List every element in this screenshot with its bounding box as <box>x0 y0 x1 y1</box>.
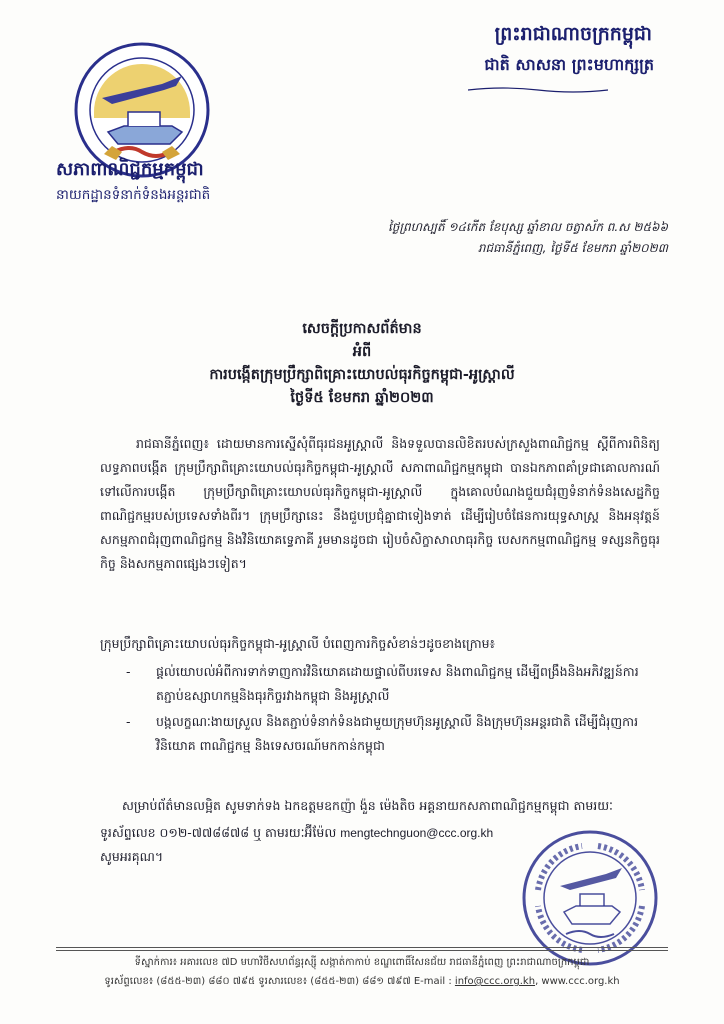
list-item-text: ផ្តល់យោបល់អំពីការទាក់ទាញការវិនិយោគដោយផ្ទាល់ពីបរទេស និងពាណិជ្ជកម្ម ដើម្បីពង្រឹងនិងអភិវឌ្ឍន៍ការតភ្ជាប់ឧស្សាហកម្មនិងធុរកិច្ចរវាងកម្ពុជា និងអូស្ត្រាលី <box>156 664 639 703</box>
footer-website-link[interactable]: www.ccc.org.kh <box>541 976 620 987</box>
title-line-about: អំពី <box>352 344 372 360</box>
footer-divider <box>56 950 668 951</box>
lunar-date: ថ្ងៃព្រហស្បតិ៍ ១៤កើត ខែបុស្ស ឆ្នាំខាល ចត្វាស័ក ព.ស ២៥៦៦ <box>387 220 668 234</box>
contact-email-link[interactable]: mengtechnguon@ccc.org.kh <box>340 826 494 840</box>
footer-email-link[interactable]: info@ccc.org.kh <box>454 976 536 987</box>
title-line-subject: ការបង្កើតក្រុមប្រឹក្សាពិគ្រោះយោបល់ធុរកិច្ចកម្ពុជា-អូស្ត្រាលី <box>209 367 515 383</box>
list-item-text: បង្កលក្ខណៈងាយស្រួល និងតភ្ជាប់ទំនាក់ទំនងជាមួយក្រុមហ៊ុនអូស្ត្រាលី និងក្រុមហ៊ុនអន្តរជាតិ ដើម្បីជំរុញការវិនិយោគ ពាណិជ្ជកម្ម និងទេសចរណ៍មកកាន់កម្ពុជា <box>156 714 639 753</box>
organization-name: សភាពាណិជ្ជកម្មកម្ពុជា <box>56 159 204 180</box>
national-motto: ជាតិ សាសនា ព្រះមហាក្សត្រ <box>484 55 654 74</box>
title-line-date: ថ្ងៃទី៥ ខែមករា ឆ្នាំ២០២៣ <box>290 390 434 406</box>
bullet-marker: - <box>126 664 131 679</box>
body-paragraph-2: ក្រុមប្រឹក្សាពិគ្រោះយោបល់ធុរកិច្ចកម្ពុជា-អូស្ត្រាលី បំពេញការកិច្ចសំខាន់ៗដូចខាងក្រោម៖ <box>100 636 496 651</box>
closing-thanks: សូមអរគុណ។ <box>100 849 164 864</box>
footer-address: ទីស្នាក់ការ៖ អគារលេខ ៧D មហាវិថីសហព័ន្ធរុស្ស៊ី សង្កាត់កាកាប់ ខណ្ឌពោធិ៍សែនជ័យ រាជធានីភ្នំពេញ ព្រះរាជាណាចក្រកម្ពុជា <box>134 957 590 968</box>
gregorian-date: រាជធានីភ្នំពេញ, ថ្ងៃទី៥ ខែមករា ឆ្នាំ២០២៣ <box>477 241 668 255</box>
contact-text: សម្រាប់ព័ត៌មានលម្អិត សូមទាក់ទង ឯកឧត្តមឧកញ៉ា ង៉ួន ម៉េងតិច អគ្គនាយកសភាពាណិជ្ជកម្មកម្ពុជា តាមរយៈទូរស័ព្ទលេខ ០១២-៧៧៨៨៧៨ ឬ តាមរយៈអ៊ីម៉ែល <box>100 798 613 840</box>
document-title <box>0 318 724 410</box>
footer-divider <box>56 947 668 948</box>
ornament-divider-icon <box>468 86 608 94</box>
list-item <box>126 660 666 708</box>
title-line-announcement: សេចក្តីប្រកាសព័ត៌មាន <box>302 321 422 337</box>
kingdom-heading: ព្រះរាជាណាចក្រកម្ពុជា <box>494 23 652 45</box>
footer-phone-fax: ទូរស័ព្ទលេខ៖ (៨៥៥-២៣) ៨៨០ ៧៩៥ ទូរសារលេខ៖ (៨៥៥-២៣) ៨៨១ ៧៩៧ E-mail : <box>104 976 452 987</box>
body-paragraph-1: រាជធានីភ្នំពេញ៖ ដោយមានការស្នើសុំពីធុរជនអូស្ត្រាលី និងទទួលបានលិខិតរបស់ក្រសួងពាណិជ្ជកម្ម ស្តីពីការពិនិត្យលទ្ធភាពបង្កើត ក្រុមប្រឹក្សាពិគ្រោះយោបល់ធុរកិច្ចកម្ពុជា-អូស្ត្រាលី សភាពាណិជ្ជកម្មកម្ពុជា បានឯកភាពគាំទ្រជាគោលការណ៍ទៅលើការបង្កើត ក្រុមប្រឹក្សាពិគ្រោះយោបល់ធុរកិច្ចកម្ពុជា-អូស្ត្រាលី ក្នុងគោលបំណងជួយជំរុញទំនាក់ទំនងសេដ្ឋកិច្ច ពាណិជ្ជកម្មរបស់ប្រទេសទាំងពីរ។ ក្រុមប្រឹក្សានេះ នឹងជួបប្រជុំគ្នាជាទៀងទាត់ ដើម្បីរៀបចំផែនការយុទ្ធសាស្ត្រ និងអនុវត្តន៍សកម្មភាពជំរុញពាណិជ្ជកម្ម និងវិនិយោគទ្វេភាគី រួមមានដូចជា រៀបចំសិក្ខាសាលាធុរកិច្ច បេសកកម្មពាណិជ្ជកម្ម ទស្សនកិច្ចធុរកិច្ច និងសកម្មភាពផ្សេងៗទៀត។ <box>100 436 660 571</box>
bullet-marker: - <box>126 714 131 729</box>
footer-contact: ទូរស័ព្ទលេខ៖ (៨៥៥-២៣) ៨៨០ ៧៩៥ ទូរសារលេខ៖ (៨៥៥-២៣) ៨៨១ ៧៩៧ E-mail : info@ccc.org.kh, www.ccc.org.kh <box>104 976 620 987</box>
list-item <box>126 710 666 758</box>
organization-department: នាយកដ្ឋានទំនាក់ទំនងអន្តរជាតិ <box>56 187 211 203</box>
